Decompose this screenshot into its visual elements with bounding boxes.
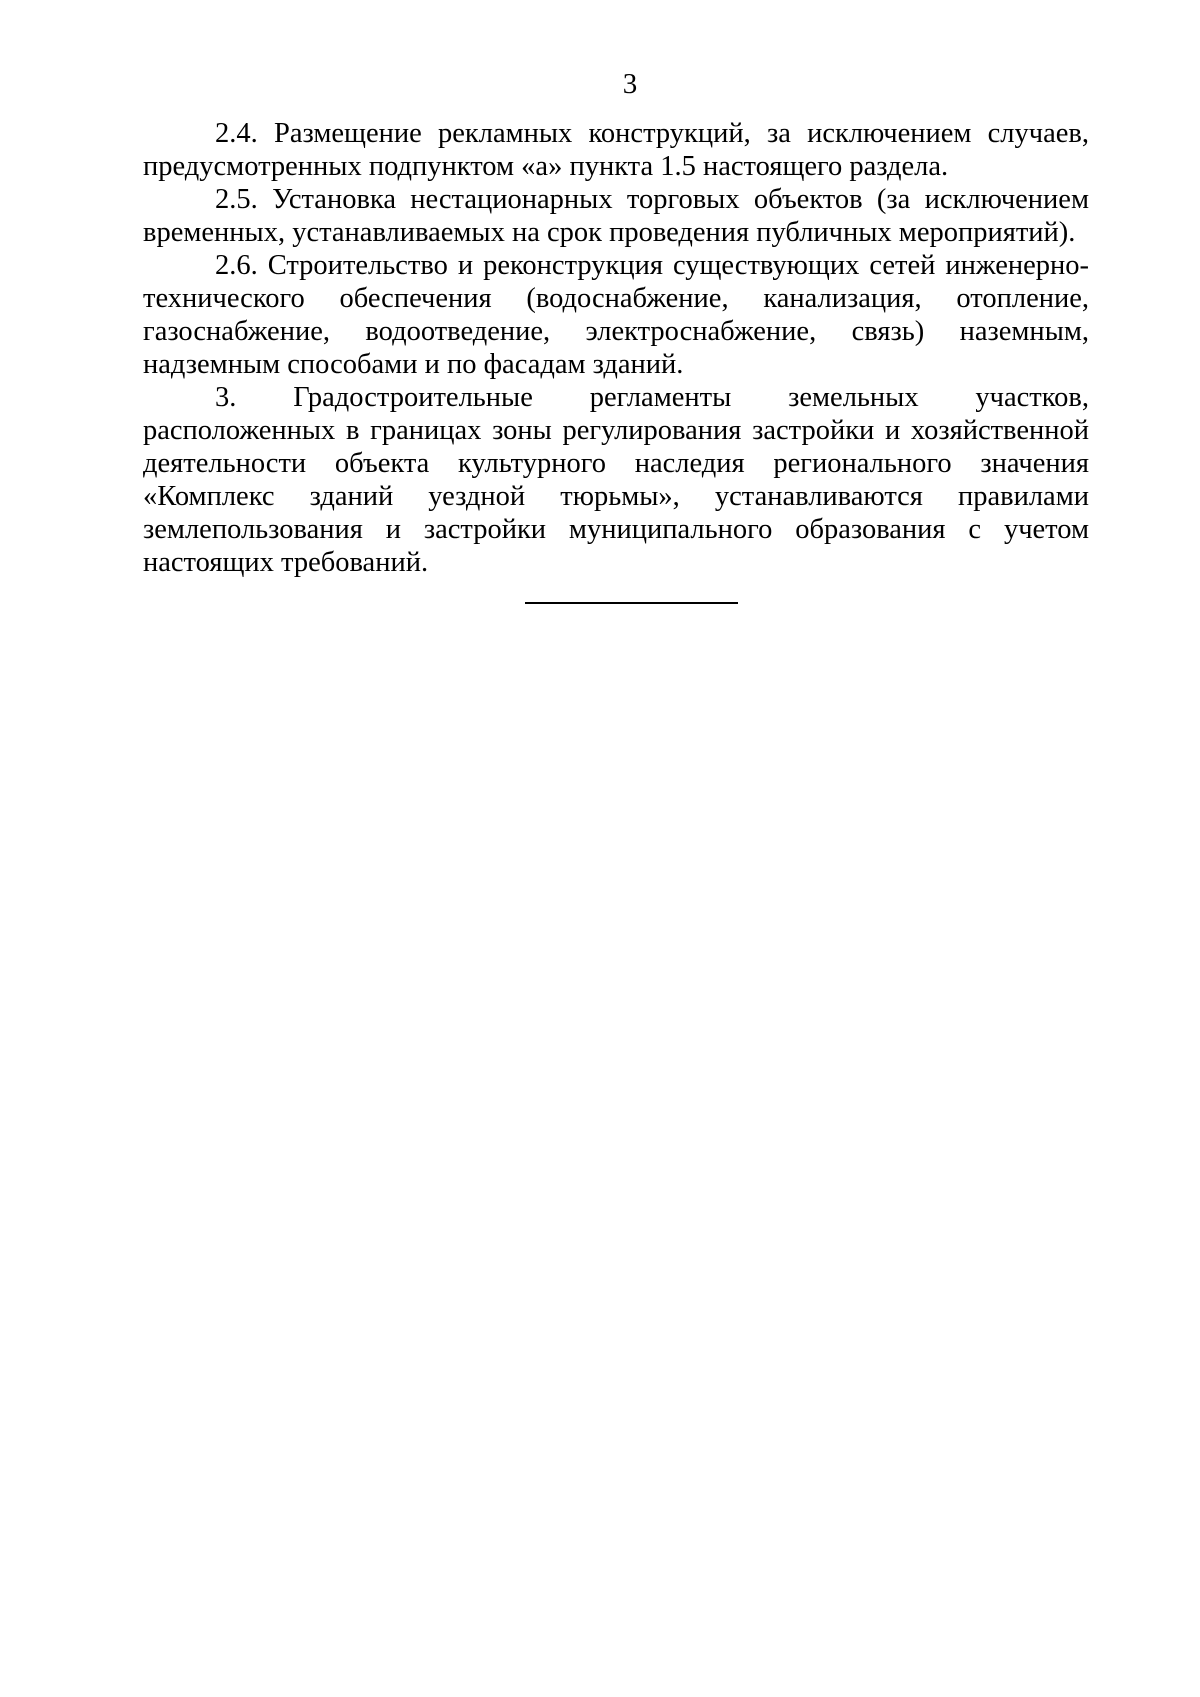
paragraph-2-5: 2.5. Установка нестационарных торговых объектов (за исключением временных, устанавливаемых на срок проведения публичных мероприятий). <box>143 184 1089 248</box>
paragraph-2-4: 2.4. Размещение рекламных конструкций, за исключением случаев, предусмотренных подпунктом «а» пункта 1.5 настоящего раздела. <box>143 118 1089 182</box>
document-body <box>143 117 1089 579</box>
page-number: 3 <box>622 68 638 100</box>
paragraph-2-6: 2.6. Строительство и реконструкция существующих сетей инженерно-технического обеспечения (водоснабжение, канализация, отопление, газоснабжение, водоотведение, электроснабжение, связь) наземным, надземным способами и по фасадам зданий. <box>143 250 1089 380</box>
paragraph-3: 3. Градостроительные регламенты земельных участков, расположенных в границах зоны регулирования застройки и хозяйственной деятельности объекта культурного наследия регионального значения «Комплекс зданий уездной тюрьмы», устанавливаются правилами землепользования и застройки муниципального образования с учетом настоящих требований. <box>143 382 1089 578</box>
end-separator-line <box>525 602 738 604</box>
